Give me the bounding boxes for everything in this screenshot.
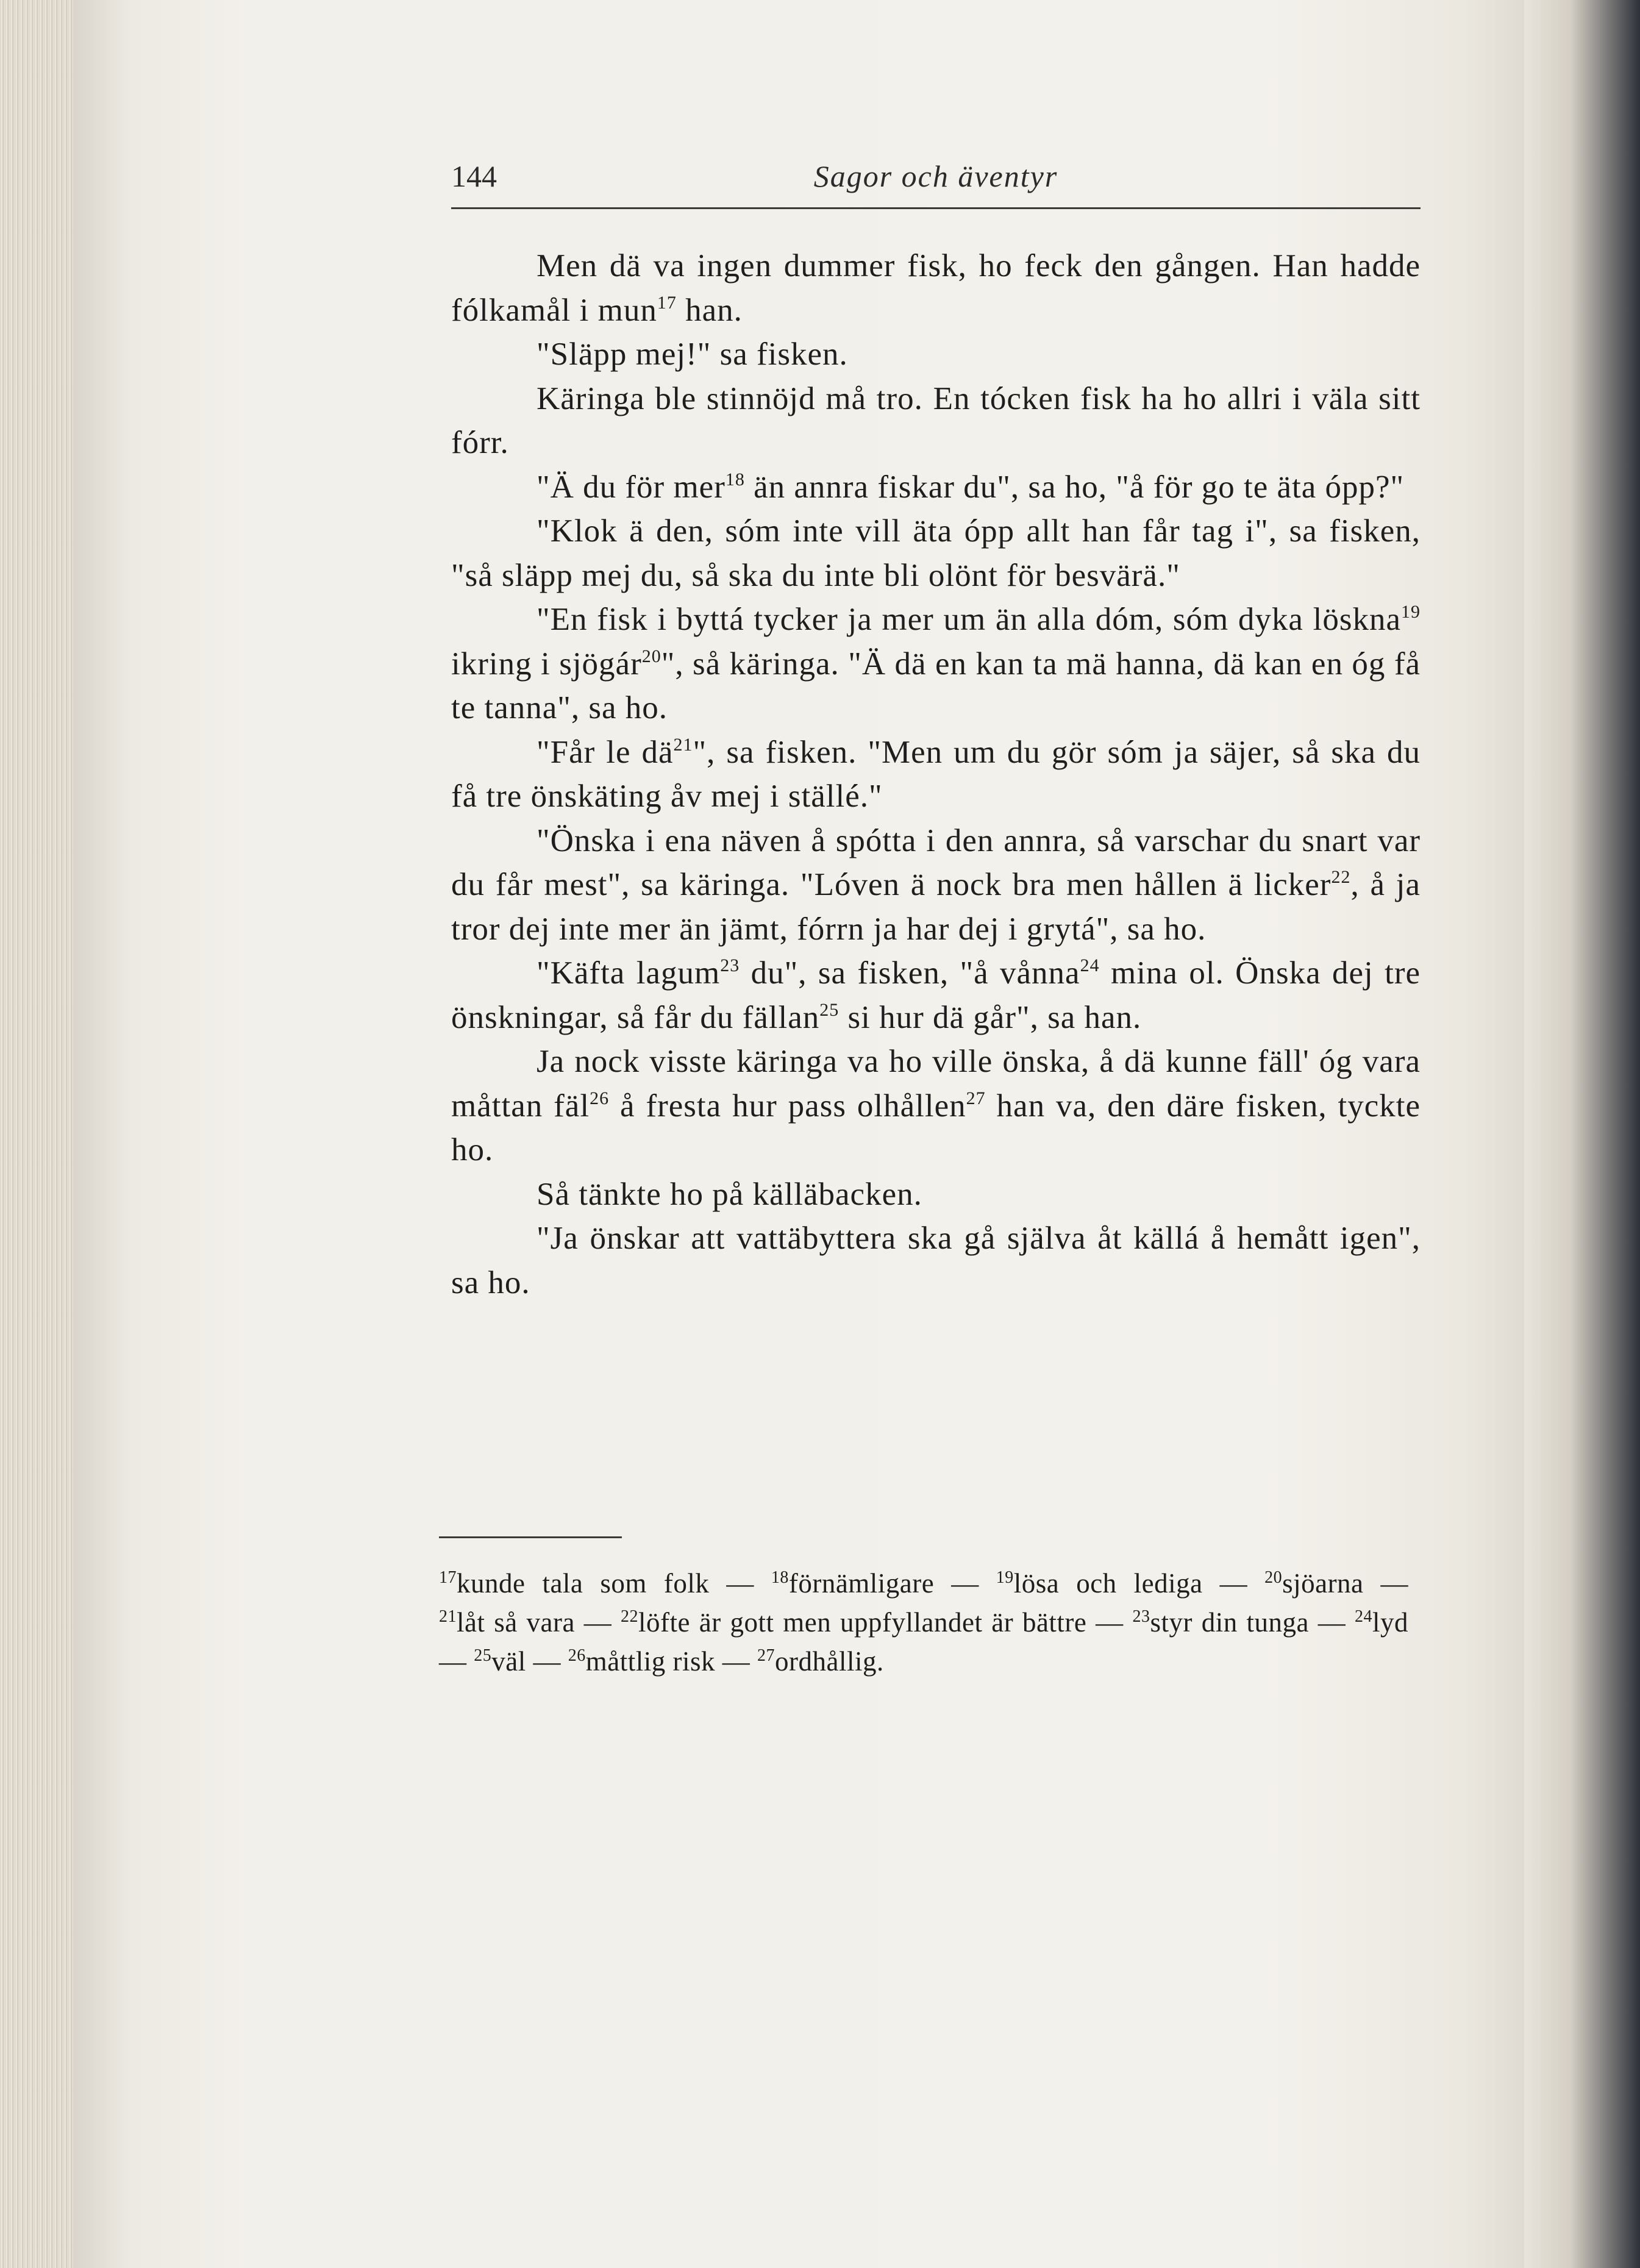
paragraph-text: si hur dä går", sa han. <box>839 999 1142 1035</box>
footnote-marker: 24 <box>1080 955 1100 975</box>
paragraph <box>451 597 1421 730</box>
paragraph-text: Men dä va ingen dummer fisk, ho feck den gången. Han hadde fólkamål i mun <box>451 248 1421 328</box>
footnote-text: väl <box>491 1646 526 1677</box>
running-head <box>451 159 1421 209</box>
footnote-separator: — <box>951 1568 979 1599</box>
footnote-separator: — <box>726 1568 754 1599</box>
footnote-separator: — <box>1219 1568 1248 1599</box>
footnote-number: 22 <box>621 1607 639 1626</box>
footnote-separator: — <box>722 1646 750 1677</box>
footnote-marker: 21 <box>673 734 693 755</box>
footnote-text: sjöarna <box>1282 1568 1364 1599</box>
footnote-number: 21 <box>439 1607 457 1626</box>
page-edges <box>0 0 79 2268</box>
footnotes <box>439 1564 1408 1681</box>
footnote-separator: — <box>533 1646 561 1677</box>
body-text <box>451 244 1421 1305</box>
footnote-number: 24 <box>1355 1607 1373 1626</box>
paragraph-text: han va, den däre fisken, tyckte ho. <box>451 1088 1421 1168</box>
paragraph <box>451 244 1421 332</box>
footnote <box>996 1568 1203 1599</box>
footnote <box>439 1568 709 1599</box>
paragraph-text: än annra fiskar du", sa ho, "å för go te äta ópp?" <box>744 469 1405 505</box>
paragraph-text: Käringa ble stinnöjd må tro. En tócken fisk ha ho allri i väla sitt fórr. <box>451 380 1421 460</box>
paragraph <box>451 1040 1421 1172</box>
paragraph-text: , å ja tror dej inte mer än jämt, fórrn ja har dej i grytá", sa ho. <box>451 867 1421 947</box>
footnote-marker: 26 <box>590 1088 610 1108</box>
footnote-number: 18 <box>771 1568 789 1587</box>
paragraph-text: Så tänkte ho på källäbacken. <box>537 1176 922 1212</box>
footnote-separator: — <box>1317 1607 1346 1638</box>
footnote-number: 20 <box>1264 1568 1283 1587</box>
footnote <box>1355 1607 1408 1638</box>
paragraph-text: "En fisk i byttá tycker ja mer um än alla dóm, sóm dyka löskna <box>537 602 1401 637</box>
footnote-number: 17 <box>439 1568 457 1587</box>
footnote-number: 26 <box>568 1646 586 1665</box>
running-title: Sagor och äventyr <box>813 159 1058 193</box>
footnote-rule <box>439 1536 622 1538</box>
footnote-text: måttlig risk <box>585 1646 715 1677</box>
page-number: 144 <box>451 159 497 193</box>
paragraph <box>451 819 1421 952</box>
footnote-text: styr din tunga <box>1150 1607 1309 1638</box>
paragraph-text: å fresta hur pass olhållen <box>609 1088 966 1124</box>
footnote-marker: 22 <box>1331 867 1351 887</box>
paragraph <box>451 1216 1421 1305</box>
footnote-marker: 27 <box>966 1088 986 1108</box>
footnote-marker: 25 <box>819 999 840 1020</box>
paragraph-text: ikring i sjögár <box>451 646 642 682</box>
footnote-separator: — <box>1096 1607 1124 1638</box>
footnote <box>771 1568 934 1599</box>
footnote-number: 19 <box>996 1568 1014 1587</box>
paragraph-text: Ja nock visste käringa va ho ville önska, å dä kunne fäll' óg vara måttan fäl <box>451 1044 1421 1124</box>
footnote-text: lösa och lediga <box>1013 1568 1203 1599</box>
footnote-text: kunde tala som folk <box>457 1568 710 1599</box>
paragraph-text: ", så käringa. "Ä dä en kan ta mä hanna, dä kan en óg få te tanna", sa ho. <box>451 646 1421 726</box>
footnote-marker: 18 <box>725 469 745 490</box>
paragraph <box>451 377 1421 465</box>
footnote-separator: — <box>1380 1568 1409 1599</box>
footnote-marker: 20 <box>641 646 661 666</box>
footnote-text: lyd <box>1372 1607 1409 1638</box>
paragraph-text: "Önska i ena näven å spótta i den annra, så varschar du snart var du får mest", sa käringa. "Lóven ä nock bra men hållen ä licker <box>451 822 1421 902</box>
paragraph <box>451 465 1421 510</box>
footnote <box>1132 1607 1309 1638</box>
paragraph-text: mina ol. Önska dej tre önskningar, så får du fällan <box>451 955 1421 1035</box>
footnote-number: 27 <box>757 1646 775 1665</box>
paragraph <box>451 332 1421 377</box>
footnote <box>757 1646 884 1677</box>
footnote-number: 23 <box>1132 1607 1150 1626</box>
footnote-text: löfte är gott men uppfyllandet är bättre <box>638 1607 1087 1638</box>
footnote <box>621 1607 1086 1638</box>
paragraph <box>451 1172 1421 1217</box>
footnote <box>1264 1568 1363 1599</box>
paragraph-text: "Släpp mej!" sa fisken. <box>537 337 848 372</box>
footnote-separator: — <box>583 1607 612 1638</box>
paragraph-text: ", sa fisken. "Men um du gör sóm ja säjer, så ska du få tre önskäting åv mej i ställé." <box>451 734 1421 814</box>
paragraph-text: han. <box>676 292 743 328</box>
footnote-separator: — <box>439 1646 467 1677</box>
paragraph-text: "Käfta lagum <box>537 955 721 991</box>
footnote-marker: 19 <box>1401 602 1421 622</box>
footnote-text: förnämligare <box>788 1568 935 1599</box>
paragraph-text: "Ja önskar att vattäbyttera ska gå själva åt källá å hemått igen", sa ho. <box>451 1221 1421 1300</box>
footnote-marker: 17 <box>657 292 677 313</box>
footnote-text: ordhållig. <box>774 1646 884 1677</box>
page-gutter-shadow <box>1524 0 1640 2268</box>
footnote <box>568 1646 715 1677</box>
footnote <box>439 1607 575 1638</box>
paragraph <box>451 951 1421 1040</box>
footnote-marker: 23 <box>720 955 740 975</box>
paragraph-text: du", sa fisken, "å vånna <box>740 955 1080 991</box>
footnote <box>474 1646 526 1677</box>
paragraph-text: "Får le dä <box>537 734 674 770</box>
paragraph <box>451 509 1421 597</box>
paragraph-text: "Klok ä den, sóm inte vill äta ópp allt han får tag i", sa fisken, "så släpp mej du, så ska du inte bli olönt för besvärä." <box>451 513 1421 593</box>
paragraph-text: "Ä du för mer <box>537 469 726 505</box>
footnote-number: 25 <box>474 1646 492 1665</box>
paragraph <box>451 730 1421 819</box>
footnote-text: låt så vara <box>457 1607 575 1638</box>
